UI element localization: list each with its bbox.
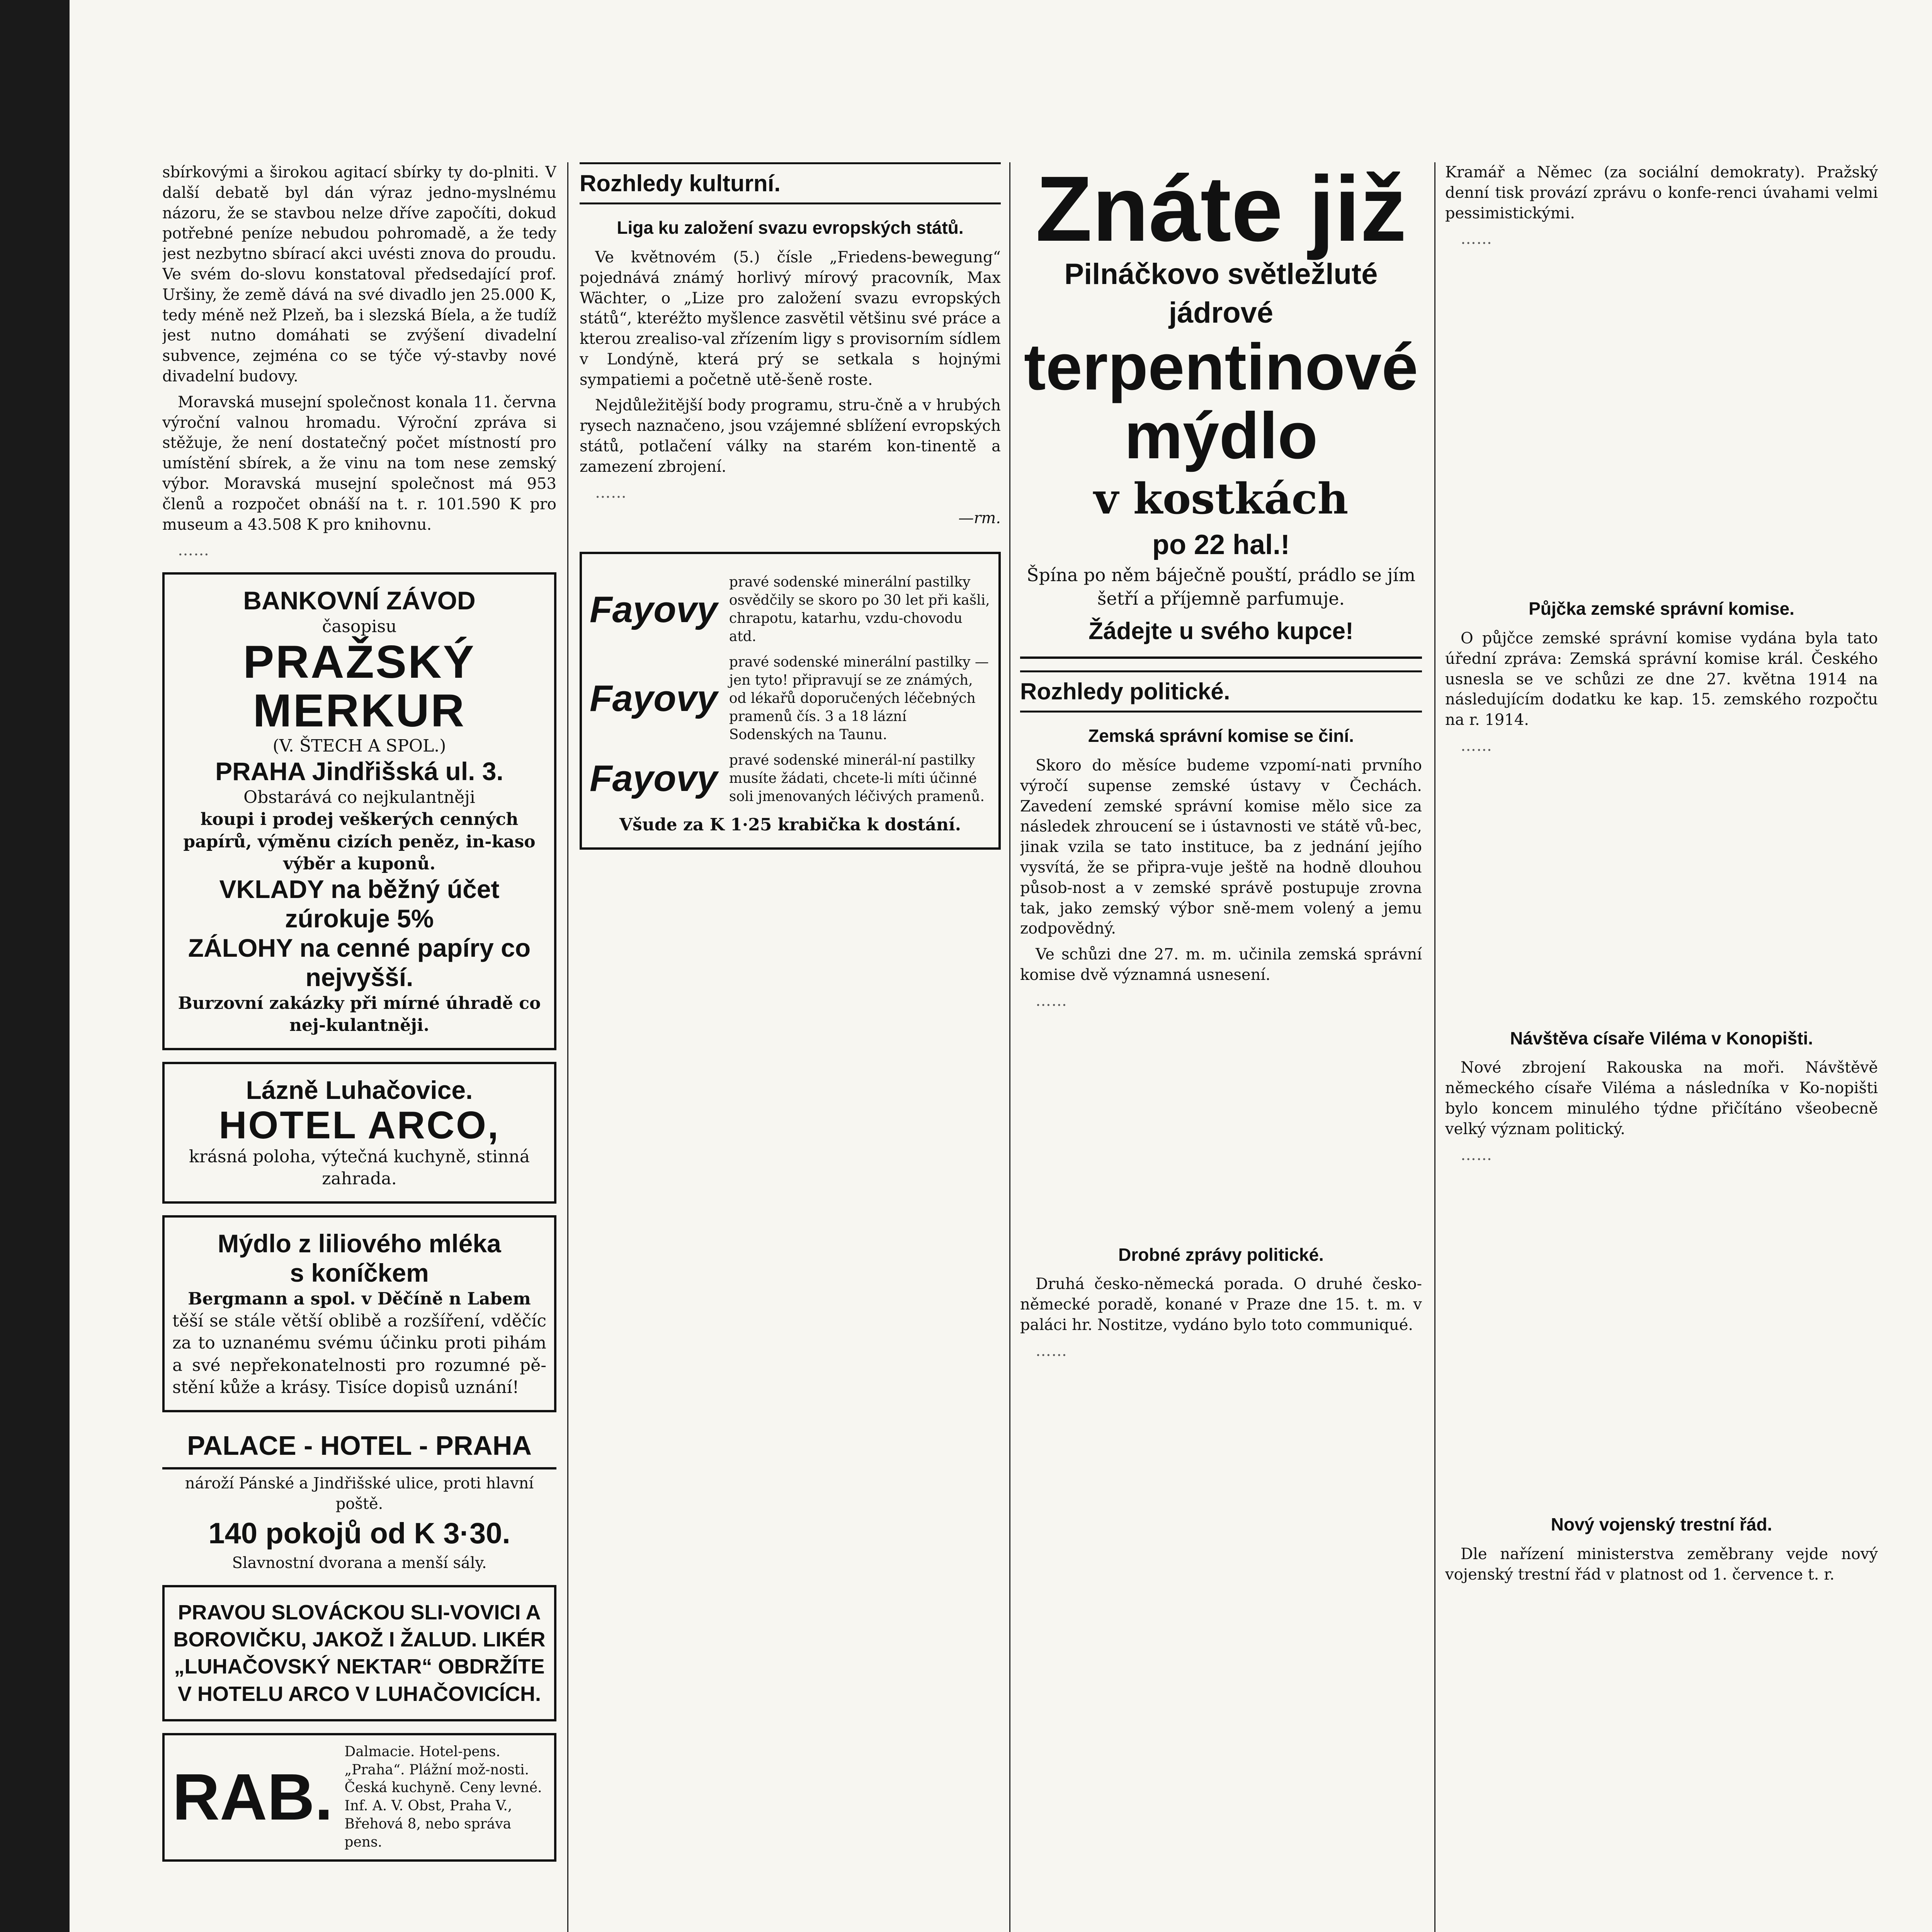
ad-palace-hotel (162, 1424, 556, 1573)
article-paragraph: Kramář a Němec (za sociální demokraty). Pražský denní tisk provází zprávu o konfe-renci úvahami velmi pessimistickými. (1445, 163, 1878, 222)
ad-line: (V. ŠTECH A SPOL.) (272, 736, 446, 756)
ad-line: Špína po něm báječně pouští, prádlo se jím šetří a příjemně parfumuje. (1027, 564, 1415, 609)
unreadable-text: …… (1461, 736, 1492, 755)
article-paragraph: Dle nařízení ministerstva zeměbrany vejde nový vojenský trestní řád v platnost od 1. července t. r. (1445, 1545, 1878, 1583)
article-headline: Nový vojenský trestní řád. (1551, 1514, 1772, 1535)
column-4 (1445, 162, 1878, 1932)
ad-line: 140 pokojů od K 3·30. (208, 1517, 510, 1550)
article-paragraph: Nejdůležitější body programu, stru-čně a v hrubých rysech naznačeno, jsou vzájemné sblížení evropských států, potlačení války na starém kon-tinentě a zamezení zbrojení. (580, 396, 1001, 476)
article-paragraph: Ve schůzi dne 27. m. m. učinila zemská správní komise dvě významná usnesení. (1020, 946, 1422, 984)
unreadable-text: …… (1036, 992, 1067, 1010)
column-rule (1009, 162, 1010, 1932)
ad-row (590, 653, 991, 744)
article-paragraph: O půjčce zemské správní komise vydána byla tato úřední zpráva: Zemská správní komise král. Českého usnesla se ve schůzi ze dne 27. května 1914 na následujícím dodatku ke kap. 15. zemského rozpočtu na r. 1914. (1445, 629, 1878, 729)
ad-fayovy-pastilky (580, 552, 1001, 850)
ad-rab-dalmacie (162, 1733, 556, 1862)
ad-title: RAB. (172, 1760, 333, 1834)
ad-line: Slavnostní dvorana a menší sály. (232, 1554, 487, 1572)
ad-row (590, 752, 991, 806)
ad-line: Burzovní zakázky při mírné úhradě co nej-kulantněji. (178, 993, 541, 1035)
ad-line: ZÁLOHY na cenné papíry co nejvyšší. (188, 933, 531, 992)
article-headline: Návštěva císaře Viléma v Konopišti. (1510, 1028, 1813, 1048)
ad-brand: Fayovy (590, 588, 718, 630)
ad-line: krásná poloha, výtečná kuchyně, stinná zahrada. (189, 1146, 530, 1189)
ad-prazsky-merkur (162, 572, 556, 1050)
section-rubric: Rozhledy politické. (1020, 670, 1422, 713)
unreadable-text: …… (1036, 1342, 1067, 1360)
column-3 (1020, 162, 1422, 1932)
article-paragraph: Skoro do měsíce budeme vzpomí-nati prvního výročí supense zemské ústavy v Čechách. Zavedení zemské správní komise mělo sice za následek zhroucení se i ústavnosti ve státě vů-bec, jinak vzila se tato instituce, ba z jednání jejího vysvítá, že se připra-vuje ještě na hodně dlouhou působ-nost a v zemské správě postupuje zrovna tak, jako zemský výbor sně-mem volený a jemu zodpovědný. (1020, 757, 1422, 938)
article-headline: Drobné zprávy politické. (1118, 1244, 1324, 1265)
ad-line: BANKOVNÍ ZÁVOD (243, 586, 476, 615)
ad-line: v kostkách (1094, 473, 1349, 524)
article-paragraph: sbírkovými a širokou agitací sbírky ty do-plniti. V další debatě byl dán výraz jedno-myslnému názoru, že se stavbou nelze dříve započíti, dokud potřebné peníze nebudou pohromadě, a že tedy jest nezbytno sbírací akci uvésti znova do proudu. Ve svém do-slovu konstatoval předsedající prof. Uršiny, že země dává na své divadlo jen 25.000 K, tedy méně než Plzeň, ba i slezská Bíela, a že tudíž jest nutno domáhati se zvýšení divadelní subvence, zejména co se týče vý-stavby nové divadelní budovy. (162, 163, 556, 385)
section-rubric: Rozhledy kulturní. (580, 162, 1001, 204)
ad-row (590, 573, 991, 646)
article-signature: —rm. (958, 509, 1001, 527)
unreadable-text: …… (1461, 230, 1492, 248)
ad-brand: Fayovy (590, 758, 718, 799)
ad-line: Lázně Luhačovice. (246, 1075, 473, 1104)
ad-line: Pilnáčkovo světležluté jádrové (1064, 258, 1378, 330)
ad-footer: Všude za K 1·25 krabička k dostání. (619, 815, 961, 835)
ad-line: po 22 hal.! (1152, 529, 1290, 560)
ad-pilnackovo-mydlo (1020, 162, 1422, 659)
ad-title: Mýdlo z liliového mléka (218, 1229, 501, 1258)
column-rule (1434, 162, 1435, 1932)
ad-brand: Fayovy (590, 678, 718, 719)
column-2 (580, 162, 1001, 1932)
unreadable-text: …… (595, 483, 627, 502)
column-1 (162, 162, 556, 1932)
article-paragraph: Moravská musejní společnost konala 11. června výroční valnou hromadu. Výroční zpráva si stěžuje, že není dostatečný počet místností pro umístění sbírek, a že vinu na tom nese zemský výbor. Moravská musejní společnost má 953 členů a rozpočet obnáší na t. r. 101.590 K pro museum a 43.508 K pro knihovnu. (162, 393, 556, 534)
ad-line: PRAHA Jindřišská ul. 3. (215, 757, 503, 786)
ad-slovacka-slivovice (162, 1585, 556, 1721)
article-headline: Půjčka zemské správní komise. (1529, 599, 1794, 619)
ad-title: PRAŽSKÝ MERKUR (243, 636, 476, 737)
ad-title: PALACE - HOTEL - PRAHA (162, 1424, 556, 1469)
ad-line: koupi i prodej veškerých cenných papírů, výměnu cizích peněz, in-kaso výběr a kuponů. (183, 810, 536, 874)
scan-binding-strip (0, 0, 70, 1932)
article-paragraph: Druhá česko-německá porada. O druhé česko-německé poradě, konané v Praze dne 15. t. m. v paláci hr. Nostitze, vydáno bylo toto communiqué. (1020, 1275, 1422, 1334)
article-headline: Zemská správní komise se činí. (1088, 726, 1354, 746)
ad-line: terpentinové mýdlo (1024, 330, 1418, 473)
unreadable-text: …… (1461, 1146, 1492, 1164)
ad-title: HOTEL ARCO, (219, 1103, 500, 1147)
article-paragraph: Nové zbrojení Rakouska na moři. Návštěvě německého císaře Viléma a následníka v Ko-nopišti bylo koncem minulého týdne přičítáno všeobecně velký význam politický. (1445, 1059, 1878, 1138)
ad-line: s koníčkem (290, 1259, 429, 1287)
ad-line: Bergmann a spol. v Děčíně n Labem (188, 1289, 531, 1309)
ad-text: pravé sodenské minerální pastilky — jen tyto! připravují se ze známých, od lékařů doporučených léčebných pramenů čís. 3 a 18 lázní Sodenských na Taunu. (729, 654, 989, 743)
ad-hotel-arco (162, 1062, 556, 1204)
ad-text: pravé sodenské minerální pastilky osvědčily se skoro po 30 let při kašli, chrapotu, katarhu, vzdu-chovodu atd. (729, 574, 990, 645)
column-rule (567, 162, 568, 1932)
article-paragraph: Ve květnovém (5.) čísle „Friedens-bewegung“ pojednává známý horlivý mírový pracovník, Max Wächter, o „Lize pro založení svazu evropských států“, kteréžto myšlence zasvětil většinu své práce a kterou zrealiso-val zřízením ligy s provisorním sídlem v Londýně, která prý se setkala s hojnými sympatiemi a početně utě-šeně roste. (580, 248, 1001, 389)
ad-line: Obstarává co nejkulantněji (243, 787, 475, 808)
ad-text: PRAVOU SLOVÁCKOU SLI-VOVICI A BOROVIČKU, JAKOŽ I ŽALUD. LIKÉR „LUHAČOVSKÝ NEKTAR“ OBDRŽÍTE V HOTELU ARCO V LUHAČOVICÍCH. (173, 1601, 546, 1706)
ad-line: Žádejte u svého kupce! (1088, 618, 1354, 645)
article-headline: Liga ku založení svazu evropských států. (617, 218, 964, 238)
ad-line: těší se stále větší oblibě a rozšíření, vděčíc za to uznanému svému účinku proti pihám a své nepřekonatelnosti pro rozumné pě-stění kůže a krásy. Tisíce dopisů uznání! (172, 1311, 546, 1397)
ad-text: Dalmacie. Hotel-pens. „Praha“. Plážní mož-nosti. Česká kuchyně. Ceny levné. Inf. A. V. Obst, Praha V., Břehová 8, nebo správa pens. (344, 1743, 542, 1850)
unreadable-text: …… (178, 541, 209, 560)
ad-liliove-mydlo (162, 1215, 556, 1412)
ad-text: pravé sodenské minerál-ní pastilky musíte žádati, chcete-li míti účinné soli jmenovaných léčivých pramenů. (729, 752, 985, 805)
ad-line: nároží Pánské a Jindřišské ulice, proti hlavní poště. (185, 1475, 534, 1513)
ad-line: časopisu (322, 617, 397, 637)
ad-line: VKLADY na běžný účet zúrokuje 5% (219, 875, 500, 933)
ad-title: Znáte již (1035, 162, 1407, 260)
